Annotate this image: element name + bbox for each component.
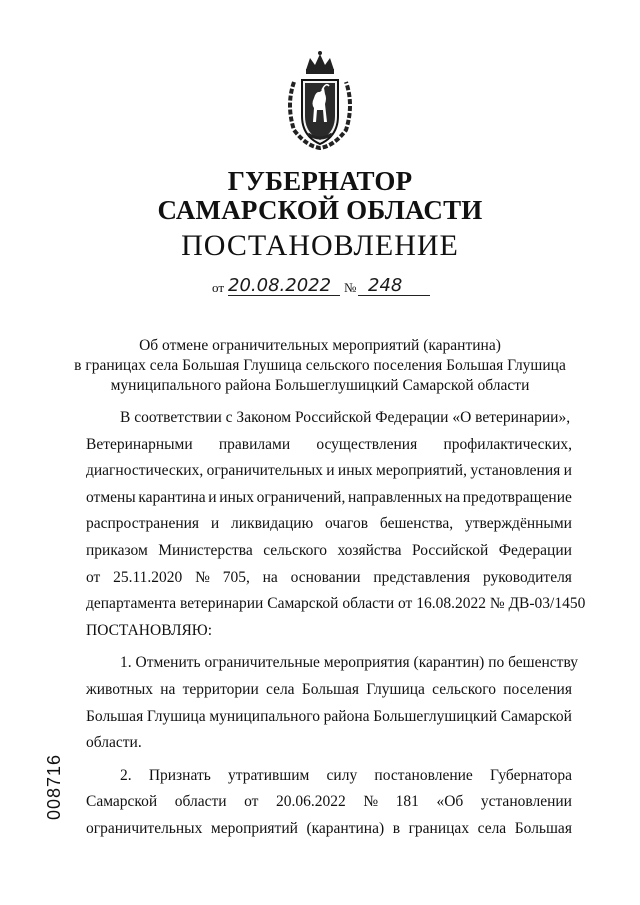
word: сельского xyxy=(432,680,497,698)
word: иных xyxy=(337,462,373,480)
word: Большая xyxy=(514,819,572,837)
word: Губернатора xyxy=(490,766,572,784)
word: села xyxy=(266,680,295,698)
subject-line: муниципального района Большеглушицкий Самарской области xyxy=(110,377,530,394)
word: и xyxy=(326,462,335,480)
word: постановление xyxy=(374,766,473,784)
word: предотвращение xyxy=(462,488,572,506)
word: бешенства, xyxy=(379,515,454,533)
body-line xyxy=(86,763,572,790)
resolve-word: ПОСТАНОВЛЯЮ: xyxy=(86,621,213,639)
word: области xyxy=(174,793,227,811)
word: Российской xyxy=(411,541,489,559)
word: очагов xyxy=(325,515,369,533)
word: животных xyxy=(86,680,153,698)
word: поселения xyxy=(503,680,572,698)
body-line: 1. Отменить ограничительные мероприятия (карантин) по бешенству xyxy=(120,654,578,672)
body-line xyxy=(86,704,572,731)
word: мероприятий xyxy=(210,819,298,837)
handwritten-number: 248 xyxy=(368,275,403,296)
word: и xyxy=(563,462,572,480)
body-line xyxy=(86,789,572,816)
word: 705, xyxy=(222,568,250,586)
body-line: В соответствии с Законом Российской Федерации «О ветеринарии», xyxy=(120,409,571,426)
word: ограничительных xyxy=(206,462,323,480)
subject-line: Об отмене ограничительных мероприятий (карантина) xyxy=(139,337,501,354)
word: мероприятий, xyxy=(376,462,467,480)
word: Большая xyxy=(86,707,144,725)
word: иных xyxy=(219,488,254,506)
body-line xyxy=(86,677,572,704)
word: основании xyxy=(290,568,361,586)
word: установлении xyxy=(480,793,572,811)
word: на xyxy=(160,680,176,698)
word: Большеглушицкий xyxy=(373,707,498,725)
word: 25.11.2020 xyxy=(113,568,183,586)
word: (карантина) xyxy=(306,819,385,837)
word: Самарской xyxy=(500,707,572,725)
number-underline xyxy=(358,295,430,296)
word: Большая xyxy=(301,680,360,698)
body-line xyxy=(86,485,572,512)
authority-title-line1: ГУБЕРНАТОР xyxy=(227,166,413,196)
word: ликвидацию xyxy=(231,515,314,533)
body-line xyxy=(86,511,572,538)
handwritten-date: 20.08.2022 xyxy=(228,275,332,296)
word: и xyxy=(208,488,217,506)
word: ограничений, xyxy=(256,488,346,506)
body-line xyxy=(86,432,572,459)
word: 20.06.2022 xyxy=(276,793,346,811)
word: Признать xyxy=(148,766,211,784)
word: направленных xyxy=(347,488,443,506)
word: района xyxy=(323,707,370,725)
word: Самарской xyxy=(86,793,158,811)
body-line xyxy=(86,458,572,485)
document-subject xyxy=(70,336,570,396)
word: Ветеринарными xyxy=(86,435,193,453)
authority-title-line2: САМАРСКОЙ ОБЛАСТИ xyxy=(157,195,483,225)
word: от xyxy=(244,793,259,811)
word: установления xyxy=(470,462,561,480)
date-underline xyxy=(228,295,340,296)
word: распространения xyxy=(86,515,200,533)
word: границах xyxy=(408,819,470,837)
word: 2. xyxy=(120,766,132,784)
word: утверждёнными xyxy=(464,515,572,533)
word: Глушица xyxy=(146,707,206,725)
word: ограничительных xyxy=(86,819,203,837)
word: сельского xyxy=(263,541,328,559)
word: «Об xyxy=(436,793,464,811)
body-line xyxy=(86,816,572,843)
word: на xyxy=(262,568,278,586)
body-line xyxy=(86,538,572,565)
word: села xyxy=(477,819,507,837)
word: Глушица xyxy=(366,680,425,698)
word: Федерации xyxy=(498,541,572,559)
word: отмены xyxy=(86,488,136,506)
word: на xyxy=(444,488,461,506)
serial-number-stamp: 008716 xyxy=(44,753,64,820)
word: территории xyxy=(182,680,259,698)
word: муниципального xyxy=(209,707,320,725)
word: диагностических, xyxy=(86,462,204,480)
word: карантина xyxy=(138,488,206,506)
body-line: области. xyxy=(86,734,142,752)
word: осуществления xyxy=(316,435,418,453)
word: руководителя xyxy=(482,568,572,586)
word: № xyxy=(363,793,379,811)
word: от xyxy=(86,568,101,586)
date-number-line xyxy=(212,276,432,298)
document-body xyxy=(86,405,586,843)
from-label: от xyxy=(212,280,225,295)
word: правилами xyxy=(218,435,291,453)
coat-of-arms-emblem xyxy=(280,50,360,150)
document-type-heading: ПОСТАНОВЛЕНИЕ xyxy=(181,229,459,262)
word: профилактических, xyxy=(443,435,572,453)
word: силу xyxy=(326,766,358,784)
word: 181 xyxy=(395,793,419,811)
word: приказом xyxy=(86,541,148,559)
word: в xyxy=(392,819,401,837)
body-line xyxy=(86,565,572,592)
word: утратившим xyxy=(227,766,310,784)
word: и xyxy=(210,515,220,533)
word: Министерства xyxy=(158,541,253,559)
number-label: № xyxy=(344,280,357,295)
word: представления xyxy=(373,568,471,586)
word: № xyxy=(195,568,210,586)
subject-line: в границах села Большая Глушица сельского поселения Большая Глушица xyxy=(74,357,566,374)
word: хозяйства xyxy=(337,541,402,559)
body-line: департамента ветеринарии Самарской области от 16.08.2022 № ДВ-03/1450 xyxy=(86,595,586,613)
